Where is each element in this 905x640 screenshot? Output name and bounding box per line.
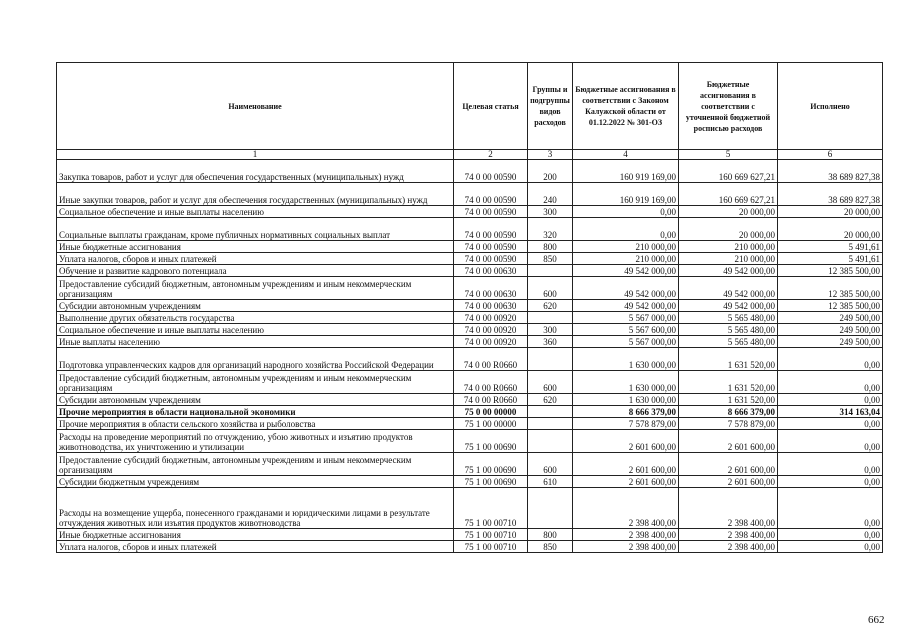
row-executed: 0,00 [778, 430, 883, 453]
table-body [57, 160, 883, 553]
row-refined-allocation: 20 000,00 [679, 218, 778, 241]
row-name: Субсидии автономным учреждениям [57, 394, 454, 406]
row-executed: 38 689 827,38 [778, 183, 883, 206]
row-refined-allocation: 2 601 600,00 [679, 453, 778, 476]
row-expense-group: 850 [528, 253, 573, 265]
row-target-article: 75 1 00 00690 [454, 430, 528, 453]
row-target-article: 74 0 00 00590 [454, 218, 528, 241]
row-expense-group: 800 [528, 241, 573, 253]
page-number: 662 [868, 614, 885, 626]
row-target-article: 74 0 00 R0660 [454, 394, 528, 406]
row-executed: 0,00 [778, 488, 883, 529]
row-expense-group: 600 [528, 453, 573, 476]
row-law-allocation: 5 567 600,00 [573, 324, 679, 336]
table-row [57, 324, 883, 336]
row-target-article: 75 1 00 00710 [454, 541, 528, 553]
column-number: 4 [573, 150, 679, 160]
table-row [57, 265, 883, 277]
row-name: Иные закупки товаров, работ и услуг для обеспечения государственных (муниципальных) нужд [57, 183, 454, 206]
row-expense-group [528, 265, 573, 277]
row-expense-group [528, 406, 573, 418]
row-refined-allocation: 1 631 520,00 [679, 371, 778, 394]
row-name: Социальное обеспечение и иные выплаты населению [57, 206, 454, 218]
row-executed: 38 689 827,38 [778, 160, 883, 183]
row-name: Расходы на проведение мероприятий по отчуждению, убою животных и изъятию продуктов животноводства, их уничтожению и утилизации [57, 430, 454, 453]
row-name: Выполнение других обязательств государства [57, 312, 454, 324]
row-law-allocation: 160 919 169,00 [573, 183, 679, 206]
row-expense-group: 620 [528, 300, 573, 312]
row-name: Подготовка управленческих кадров для организаций народного хозяйства Российской Федерации [57, 348, 454, 371]
row-refined-allocation: 5 565 480,00 [679, 324, 778, 336]
column-number-row [57, 150, 883, 160]
table-row [57, 218, 883, 241]
row-law-allocation: 1 630 000,00 [573, 348, 679, 371]
row-target-article: 74 0 00 00590 [454, 241, 528, 253]
row-refined-allocation: 2 601 600,00 [679, 476, 778, 488]
row-executed: 0,00 [778, 418, 883, 430]
row-target-article: 74 0 00 00920 [454, 324, 528, 336]
row-target-article: 74 0 00 R0660 [454, 348, 528, 371]
column-number: 2 [454, 150, 528, 160]
row-expense-group: 600 [528, 277, 573, 300]
row-law-allocation: 2 601 600,00 [573, 476, 679, 488]
row-executed: 20 000,00 [778, 218, 883, 241]
row-refined-allocation: 210 000,00 [679, 241, 778, 253]
row-refined-allocation: 2 601 600,00 [679, 430, 778, 453]
row-executed: 0,00 [778, 453, 883, 476]
table-row [57, 371, 883, 394]
row-executed: 20 000,00 [778, 206, 883, 218]
table-row [57, 476, 883, 488]
row-refined-allocation: 49 542 000,00 [679, 277, 778, 300]
table-row [57, 453, 883, 476]
row-target-article: 74 0 00 00630 [454, 300, 528, 312]
header-law-allocations: Бюджетные ассигнования в соответствии с Законом Калужской области от 01.12.2022 № 301-ОЗ [573, 63, 679, 150]
row-target-article: 74 0 00 00590 [454, 160, 528, 183]
row-law-allocation: 160 919 169,00 [573, 160, 679, 183]
row-law-allocation: 5 567 000,00 [573, 312, 679, 324]
row-expense-group [528, 312, 573, 324]
header-target-article: Целевая статья [454, 63, 528, 150]
row-executed: 249 500,00 [778, 312, 883, 324]
row-law-allocation: 2 601 600,00 [573, 430, 679, 453]
row-executed: 5 491,61 [778, 241, 883, 253]
row-target-article: 75 1 00 00710 [454, 488, 528, 529]
row-name: Прочие мероприятия в области сельского хозяйства и рыболовства [57, 418, 454, 430]
row-expense-group [528, 430, 573, 453]
table-header-row [57, 63, 883, 150]
row-law-allocation: 2 398 400,00 [573, 541, 679, 553]
row-law-allocation: 8 666 379,00 [573, 406, 679, 418]
budget-table-page [56, 62, 882, 553]
column-number: 5 [679, 150, 778, 160]
row-executed: 0,00 [778, 371, 883, 394]
row-refined-allocation: 160 669 627,21 [679, 183, 778, 206]
row-refined-allocation: 160 669 627,21 [679, 160, 778, 183]
row-expense-group: 850 [528, 541, 573, 553]
header-name: Наименование [57, 63, 454, 150]
row-refined-allocation: 210 000,00 [679, 253, 778, 265]
row-target-article: 75 0 00 00000 [454, 406, 528, 418]
row-executed: 0,00 [778, 541, 883, 553]
header-refined-allocations: Бюджетные ассигнования в соответствии с уточненной бюджетной росписью расходов [679, 63, 778, 150]
row-law-allocation: 1 630 000,00 [573, 394, 679, 406]
row-name: Расходы на возмещение ущерба, понесенного гражданами и юридическими лицами в результате отчуждения животных или изъятия продуктов животноводства [57, 488, 454, 529]
header-executed: Исполнено [778, 63, 883, 150]
table-row [57, 430, 883, 453]
table-row [57, 183, 883, 206]
row-executed: 249 500,00 [778, 324, 883, 336]
row-law-allocation: 49 542 000,00 [573, 277, 679, 300]
table-row [57, 253, 883, 265]
row-target-article: 74 0 00 00920 [454, 312, 528, 324]
row-executed: 0,00 [778, 529, 883, 541]
row-law-allocation: 1 630 000,00 [573, 371, 679, 394]
row-expense-group: 610 [528, 476, 573, 488]
budget-table [56, 62, 883, 553]
row-name: Уплата налогов, сборов и иных платежей [57, 253, 454, 265]
row-refined-allocation: 1 631 520,00 [679, 348, 778, 371]
row-law-allocation: 7 578 879,00 [573, 418, 679, 430]
row-law-allocation: 210 000,00 [573, 253, 679, 265]
row-expense-group: 300 [528, 324, 573, 336]
row-refined-allocation: 7 578 879,00 [679, 418, 778, 430]
column-number: 3 [528, 150, 573, 160]
row-law-allocation: 210 000,00 [573, 241, 679, 253]
row-refined-allocation: 2 398 400,00 [679, 488, 778, 529]
row-name: Уплата налогов, сборов и иных платежей [57, 541, 454, 553]
row-target-article: 75 1 00 00710 [454, 529, 528, 541]
row-name: Обучение и развитие кадрового потенциала [57, 265, 454, 277]
row-expense-group: 200 [528, 160, 573, 183]
row-expense-group: 620 [528, 394, 573, 406]
row-target-article: 74 0 00 00590 [454, 183, 528, 206]
row-expense-group: 240 [528, 183, 573, 206]
row-expense-group: 300 [528, 206, 573, 218]
row-name: Субсидии бюджетным учреждениям [57, 476, 454, 488]
table-row [57, 277, 883, 300]
row-executed: 0,00 [778, 476, 883, 488]
row-expense-group [528, 488, 573, 529]
table-row [57, 336, 883, 348]
table-row [57, 241, 883, 253]
row-law-allocation: 0,00 [573, 218, 679, 241]
row-target-article: 75 1 00 00690 [454, 453, 528, 476]
row-refined-allocation: 2 398 400,00 [679, 529, 778, 541]
row-refined-allocation: 49 542 000,00 [679, 300, 778, 312]
row-name: Социальные выплаты гражданам, кроме публичных нормативных социальных выплат [57, 218, 454, 241]
row-executed: 314 163,04 [778, 406, 883, 418]
row-refined-allocation: 5 565 480,00 [679, 312, 778, 324]
row-target-article: 74 0 00 00590 [454, 253, 528, 265]
row-target-article: 74 0 00 00590 [454, 206, 528, 218]
row-name: Предоставление субсидий бюджетным, автономным учреждениям и иным некоммерческим организациям [57, 371, 454, 394]
table-row [57, 348, 883, 371]
row-executed: 0,00 [778, 394, 883, 406]
row-expense-group: 360 [528, 336, 573, 348]
row-law-allocation: 49 542 000,00 [573, 300, 679, 312]
table-row [57, 206, 883, 218]
row-target-article: 75 1 00 00000 [454, 418, 528, 430]
row-target-article: 74 0 00 00630 [454, 265, 528, 277]
row-law-allocation: 0,00 [573, 206, 679, 218]
row-target-article: 75 1 00 00690 [454, 476, 528, 488]
row-name: Предоставление субсидий бюджетным, автономным учреждениям и иным некоммерческим организациям [57, 277, 454, 300]
row-expense-group [528, 418, 573, 430]
row-law-allocation: 5 567 000,00 [573, 336, 679, 348]
table-row [57, 541, 883, 553]
row-name: Иные бюджетные ассигнования [57, 529, 454, 541]
row-executed: 12 385 500,00 [778, 265, 883, 277]
row-executed: 12 385 500,00 [778, 300, 883, 312]
row-name: Предоставление субсидий бюджетным, автономным учреждениям и иным некоммерческим организациям [57, 453, 454, 476]
row-refined-allocation: 1 631 520,00 [679, 394, 778, 406]
table-row [57, 488, 883, 529]
row-name: Иные бюджетные ассигнования [57, 241, 454, 253]
table-row [57, 406, 883, 418]
row-refined-allocation: 49 542 000,00 [679, 265, 778, 277]
row-refined-allocation: 2 398 400,00 [679, 541, 778, 553]
row-expense-group: 320 [528, 218, 573, 241]
row-law-allocation: 2 398 400,00 [573, 488, 679, 529]
row-refined-allocation: 8 666 379,00 [679, 406, 778, 418]
column-number: 6 [778, 150, 883, 160]
table-row [57, 394, 883, 406]
table-row [57, 160, 883, 183]
row-law-allocation: 2 601 600,00 [573, 453, 679, 476]
row-target-article: 74 0 00 R0660 [454, 371, 528, 394]
row-executed: 5 491,61 [778, 253, 883, 265]
row-name: Субсидии автономным учреждениям [57, 300, 454, 312]
table-row [57, 418, 883, 430]
table-row [57, 300, 883, 312]
row-executed: 12 385 500,00 [778, 277, 883, 300]
row-target-article: 74 0 00 00920 [454, 336, 528, 348]
row-expense-group: 600 [528, 371, 573, 394]
row-law-allocation: 2 398 400,00 [573, 529, 679, 541]
table-row [57, 529, 883, 541]
row-target-article: 74 0 00 00630 [454, 277, 528, 300]
row-law-allocation: 49 542 000,00 [573, 265, 679, 277]
column-number: 1 [57, 150, 454, 160]
row-refined-allocation: 20 000,00 [679, 206, 778, 218]
row-expense-group: 800 [528, 529, 573, 541]
row-executed: 249 500,00 [778, 336, 883, 348]
table-row [57, 312, 883, 324]
row-name: Социальное обеспечение и иные выплаты населению [57, 324, 454, 336]
row-executed: 0,00 [778, 348, 883, 371]
header-expense-groups: Группы и подгруппы видов расходов [528, 63, 573, 150]
row-name: Закупка товаров, работ и услуг для обеспечения государственных (муниципальных) нужд [57, 160, 454, 183]
row-name: Иные выплаты населению [57, 336, 454, 348]
row-expense-group [528, 348, 573, 371]
row-refined-allocation: 5 565 480,00 [679, 336, 778, 348]
row-name: Прочие мероприятия в области национальной экономики [57, 406, 454, 418]
